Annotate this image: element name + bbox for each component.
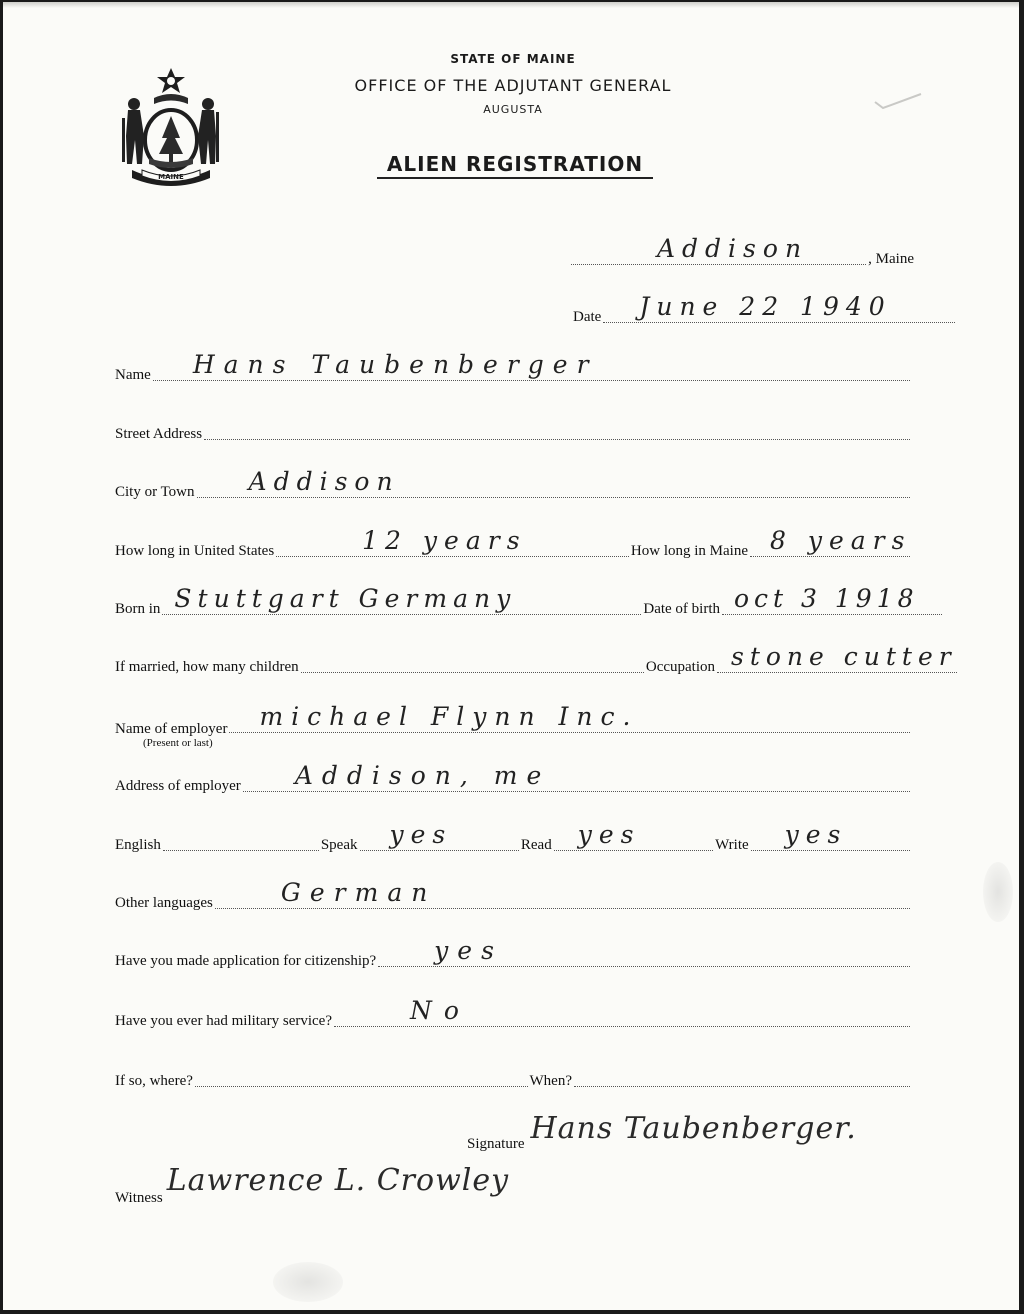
children-label: If married, how many children bbox=[115, 659, 299, 675]
place-field[interactable] bbox=[571, 230, 866, 265]
witness-row bbox=[115, 1160, 585, 1207]
birth-row bbox=[115, 580, 944, 618]
name-row bbox=[115, 346, 912, 384]
date-of-birth-label: Date of birth bbox=[643, 601, 720, 617]
place-row bbox=[569, 230, 914, 268]
where-label: If so, where? bbox=[115, 1073, 193, 1089]
write-value: yes bbox=[784, 820, 848, 849]
read-value: yes bbox=[577, 820, 641, 849]
write-label: Write bbox=[715, 837, 749, 853]
english-field[interactable] bbox=[163, 816, 319, 851]
english-row bbox=[115, 816, 912, 854]
military-label: Have you ever had military service? bbox=[115, 1013, 332, 1029]
date-field[interactable] bbox=[603, 288, 955, 323]
how-long-us-label: How long in United States bbox=[115, 543, 275, 559]
employer-name-label: Name of employer bbox=[115, 721, 228, 737]
occupation-field[interactable] bbox=[717, 638, 957, 673]
employer-address-value: Addison, me bbox=[294, 761, 551, 790]
other-languages-row bbox=[115, 874, 912, 912]
occupation-value: stone cutter bbox=[731, 642, 957, 671]
name-field[interactable] bbox=[153, 346, 910, 381]
check-mark-icon bbox=[873, 90, 923, 112]
when-field[interactable] bbox=[574, 1052, 910, 1087]
street-address-field[interactable] bbox=[204, 405, 910, 440]
how-long-maine-value: 8 years bbox=[770, 526, 912, 555]
city-field[interactable] bbox=[197, 463, 910, 498]
other-languages-label: Other languages bbox=[115, 895, 213, 911]
employer-address-label: Address of employer bbox=[115, 778, 241, 794]
city-row bbox=[115, 463, 912, 501]
children-row bbox=[115, 638, 959, 676]
service-row bbox=[115, 1052, 912, 1090]
date-value: June 22 1940 bbox=[639, 292, 892, 321]
witness-label: Witness bbox=[115, 1190, 163, 1206]
how-long-us-value: 12 years bbox=[362, 526, 527, 555]
other-languages-field[interactable] bbox=[215, 874, 910, 909]
city-heading: AUGUSTA bbox=[483, 103, 543, 116]
how-long-maine-label: How long in Maine bbox=[630, 543, 748, 559]
date-of-birth-field[interactable] bbox=[722, 580, 942, 615]
place-value: Addison bbox=[657, 234, 809, 263]
place-suffix: , Maine bbox=[868, 251, 914, 267]
how-long-maine-field[interactable] bbox=[750, 522, 910, 557]
employer-address-field[interactable] bbox=[243, 757, 910, 792]
citizenship-field[interactable] bbox=[378, 932, 910, 967]
read-label: Read bbox=[520, 837, 552, 853]
employer-name-field[interactable] bbox=[229, 698, 910, 733]
witness-field[interactable] bbox=[165, 1160, 583, 1204]
military-field[interactable] bbox=[334, 992, 910, 1027]
street-address-row bbox=[115, 405, 912, 443]
state-heading: STATE OF MAINE bbox=[450, 52, 576, 66]
signature-field[interactable] bbox=[527, 1110, 926, 1150]
residency-row bbox=[115, 522, 912, 560]
signature-value: Hans Taubenberger. bbox=[530, 1111, 857, 1146]
scan-edge bbox=[3, 2, 1019, 8]
military-row bbox=[115, 992, 912, 1030]
witness-value: Lawrence L. Crowley bbox=[166, 1163, 510, 1198]
city-value: Addison bbox=[248, 467, 400, 496]
born-in-value: Stuttgart Germany bbox=[174, 584, 517, 613]
street-address-label: Street Address bbox=[115, 426, 203, 442]
employer-name-label-group bbox=[115, 720, 228, 749]
military-value: No bbox=[410, 996, 471, 1025]
name-label: Name bbox=[115, 367, 151, 383]
how-long-us-field[interactable] bbox=[276, 522, 629, 557]
signature-row bbox=[467, 1110, 927, 1153]
date-label: Date bbox=[573, 309, 602, 325]
employer-name-row bbox=[115, 698, 912, 749]
signature-label: Signature bbox=[467, 1136, 525, 1152]
paper-smudge bbox=[273, 1262, 343, 1302]
speak-label: Speak bbox=[320, 837, 358, 853]
city-label: City or Town bbox=[115, 484, 195, 500]
employer-name-sublabel: (Present or last) bbox=[143, 737, 213, 749]
english-label: English bbox=[115, 837, 161, 853]
name-value: Hans Taubenberger bbox=[192, 350, 598, 379]
form-page bbox=[3, 2, 1019, 1310]
seal-motto-label: MAINE bbox=[158, 173, 184, 181]
other-languages-value: German bbox=[280, 878, 437, 907]
form-title: ALIEN REGISTRATION bbox=[377, 152, 653, 179]
employer-address-row bbox=[115, 757, 912, 795]
children-field[interactable] bbox=[301, 638, 644, 673]
citizenship-label: Have you made application for citizenship? bbox=[115, 953, 377, 969]
read-field[interactable] bbox=[554, 816, 713, 851]
employer-name-value: michael Flynn Inc. bbox=[259, 702, 639, 731]
citizenship-value: yes bbox=[434, 936, 503, 965]
born-in-label: Born in bbox=[115, 601, 161, 617]
born-in-field[interactable] bbox=[162, 580, 641, 615]
occupation-label: Occupation bbox=[645, 659, 715, 675]
when-label: When? bbox=[529, 1073, 572, 1089]
write-field[interactable] bbox=[751, 816, 910, 851]
office-heading: OFFICE OF THE ADJUTANT GENERAL bbox=[354, 76, 672, 95]
where-field[interactable] bbox=[195, 1052, 528, 1087]
date-row bbox=[573, 288, 957, 326]
speak-value: yes bbox=[389, 820, 453, 849]
paper-smudge bbox=[983, 862, 1013, 922]
date-of-birth-value: oct 3 1918 bbox=[734, 584, 919, 613]
citizenship-row bbox=[115, 932, 912, 970]
speak-field[interactable] bbox=[360, 816, 519, 851]
